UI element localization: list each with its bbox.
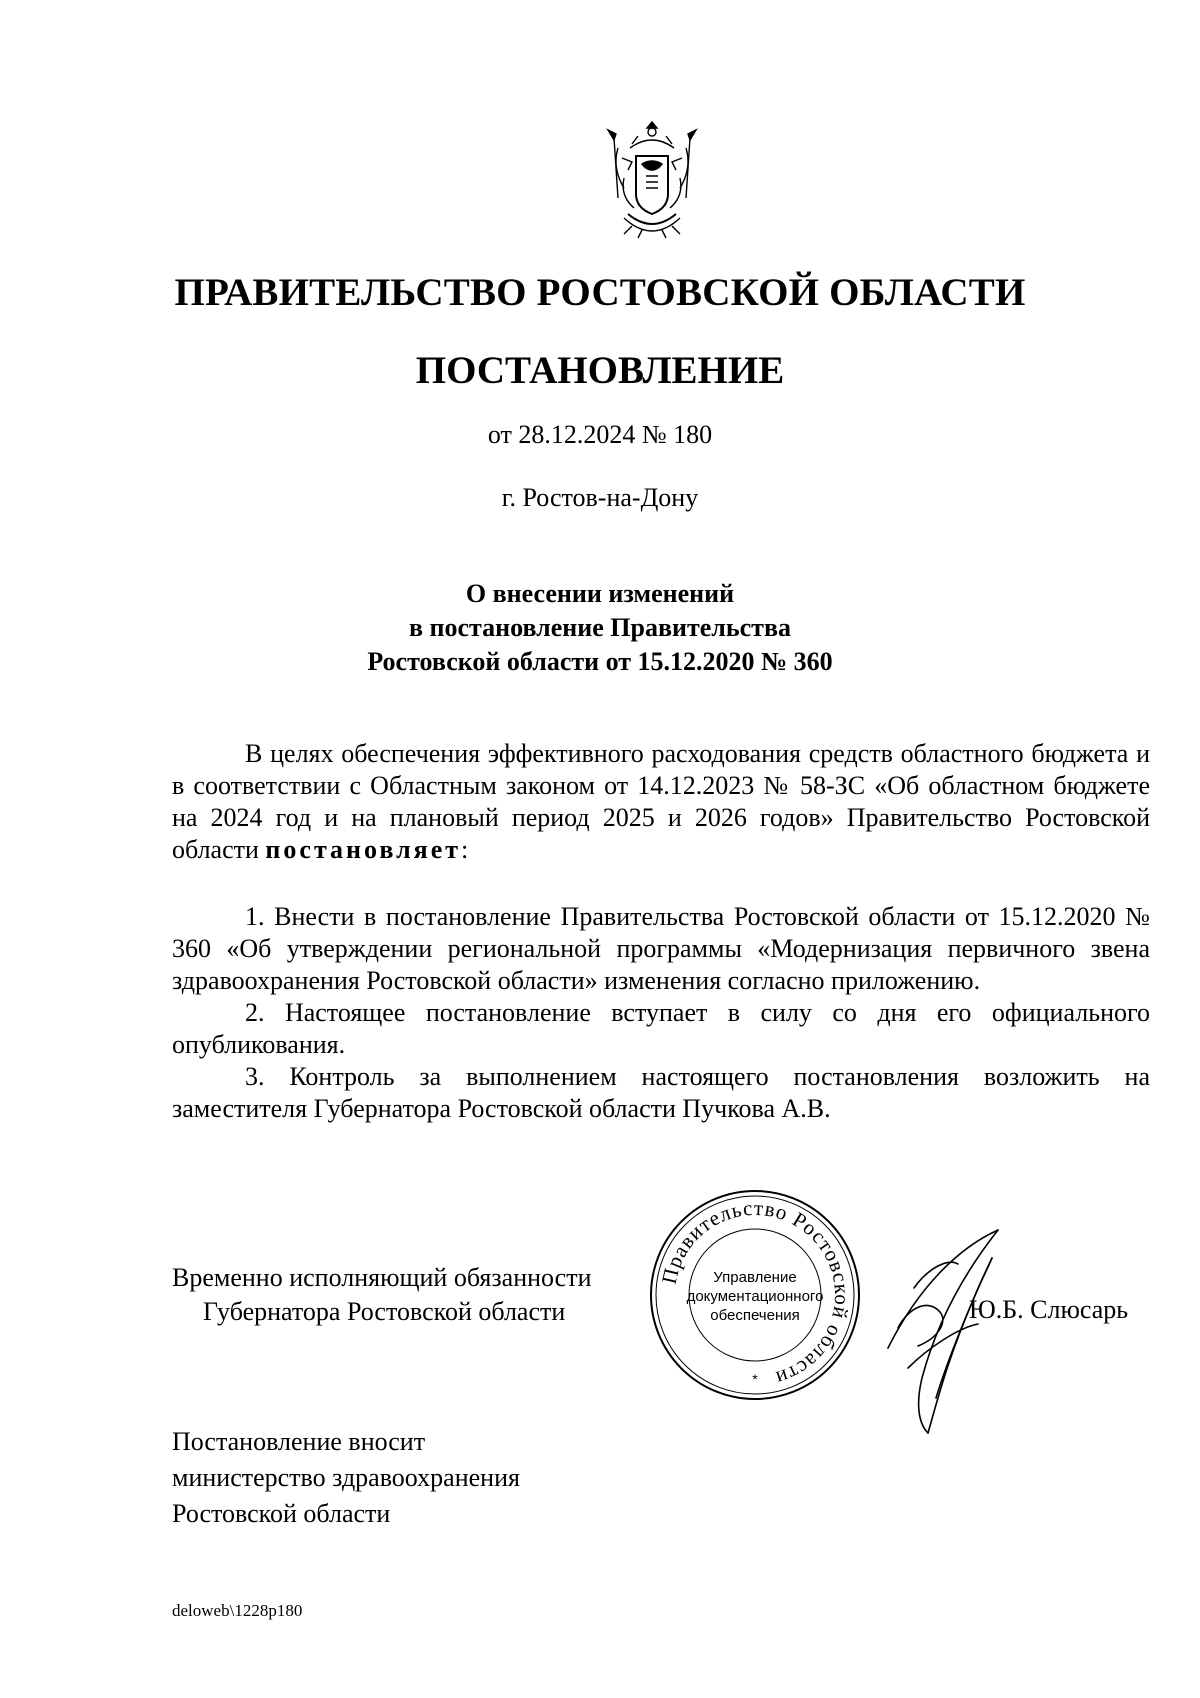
organization-title: ПРАВИТЕЛЬСТВО РОСТОВСКОЙ ОБЛАСТИ: [174, 271, 1026, 314]
document-subject: [0, 577, 1200, 679]
decree-keyword: постановляет: [265, 835, 462, 864]
document-file-code: deloweb\1228p180: [172, 1601, 303, 1620]
submitter-line: Постановление вносит: [172, 1427, 426, 1456]
document-type-title: ПОСТАНОВЛЕНИЕ: [415, 349, 785, 392]
official-stamp: [648, 1188, 862, 1402]
stamp-star: *: [752, 1371, 758, 1387]
stamp-line: Управление: [713, 1269, 797, 1286]
decree-item: 1. Внести в постановление Правительства Ростовской области от 15.12.2020 № 360 «Об утверждении региональной программы «Модернизация первичного звена здравоохранения Ростовской области» изменения согласно приложению.: [172, 902, 1150, 995]
submitter-block: [172, 1424, 520, 1532]
decree-item: 2. Настоящее постановление вступает в силу со дня его официального опубликования.: [172, 998, 1150, 1059]
submitter-line: Ростовской области: [172, 1499, 391, 1528]
subject-line: Ростовской области от 15.12.2020 № 360: [367, 647, 833, 676]
subject-line: О внесении изменений: [465, 579, 735, 608]
handwritten-signature: [878, 1228, 1018, 1438]
signer-role: [172, 1261, 592, 1329]
preamble-tail: :: [461, 835, 469, 864]
subject-line: в постановление Правительства: [408, 613, 791, 642]
preamble-text: В целях обеспечения эффективного расходования средств областного бюджета и в соответствии с Областным законом от 14.12.2023 № 58-ЗС «Об областном бюджете на 2024 год и на плановый период 2025 и 2026 годов» Правительство Ростовской области: [172, 739, 1150, 864]
coat-of-arms-emblem-icon: [602, 118, 702, 240]
decree-item: 3. Контроль за выполнением настоящего постановления возложить на заместителя Губернатора Ростовской области Пучкова А.В.: [172, 1062, 1150, 1123]
stamp-line: обеспечения: [710, 1307, 800, 1324]
signer-role-line: Губернатора Ростовской области: [203, 1297, 566, 1326]
stamp-line: документационного: [686, 1288, 824, 1305]
document-date-number: от 28.12.2024 № 180: [487, 420, 713, 449]
signer-name: Ю.Б. Слюсарь: [969, 1295, 1129, 1324]
preamble-paragraph: [172, 738, 1150, 866]
document-city: г. Ростов-на-Дону: [501, 483, 699, 512]
decree-items: [172, 901, 1150, 1125]
signer-role-line: Временно исполняющий обязанности: [172, 1263, 592, 1292]
submitter-line: министерство здравоохранения: [172, 1463, 520, 1492]
stamp-ring-text: Правительство Ростовской области: [656, 1195, 855, 1392]
